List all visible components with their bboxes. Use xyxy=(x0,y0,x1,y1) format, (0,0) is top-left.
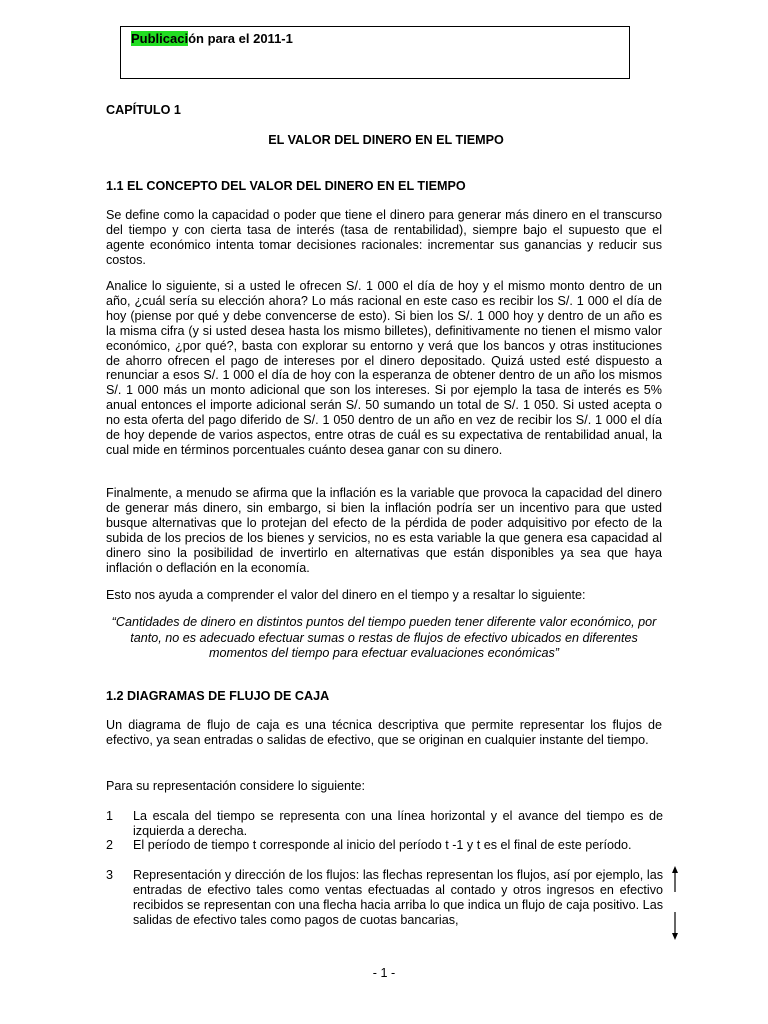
list-item-text: La escala del tiempo se representa con una línea horizontal y el avance del tiempo es de izquierda a derecha. xyxy=(133,809,663,838)
section-1-1-paragraph-1: Se define como la capacidad o poder que tiene el dinero para generar más dinero en el transcurso del tiempo y con cierta tasa de interés (tasa de rentabilidad), siempre bajo el supuesto que el agente económico intenta tomar decisiones racionales: incrementar sus ganancias y reducir sus costos. xyxy=(106,208,662,267)
publication-title-highlight: Publicaci xyxy=(131,31,189,46)
section-1-1-paragraph-4: Esto nos ayuda a comprender el valor del dinero en el tiempo y a resaltar lo siguiente: xyxy=(106,588,586,602)
publication-box xyxy=(120,26,630,79)
section-1-2-heading: 1.2 DIAGRAMAS DE FLUJO DE CAJA xyxy=(106,689,330,703)
page-number: - 1 - xyxy=(372,966,396,980)
chapter-label: CAPÍTULO 1 xyxy=(106,103,181,117)
section-1-1-paragraph-2: Analice lo siguiente, si a usted le ofrecen S/. 1 000 el día de hoy y el mismo monto dentro de un año, ¿cuál sería su elección ahora? Lo más racional en este caso es recibir los S/. 1 000 el día de hoy (piense por qué y debe convencerse de esto). Si bien los S/. 1 000 hoy y dentro de un año es la misma cifra (y si usted desea hasta los mismo billetes), definitivamente no tienen el mismo valor económico, ¿por qué?, basta con explorar su entorno y verá que los bancos y otras instituciones de ahorro ofrecen el pago de intereses por el dinero depositado. Quizá usted esté dispuesto a renunciar a esos S/. 1 000 el día de hoy con la esperanza de obtener dentro de un año los mismos S/. 1 000 más un monto adicional que son los intereses. Si por ejemplo la tasa de interés es 5% anual entonces el importe adicional serán S/. 50 sumando un total de S/. 1 050. Si usted acepta o no esta oferta del pago diferido de S/. 1 050 dentro de un año en vez de recibir los S/. 1 000 el día de hoy depende de varios aspectos, entre otras de cuál es su expectativa de rentabilidad anual, la cual mide en términos porcentuales cuánto desea ganar con su dinero. xyxy=(106,279,662,457)
section-1-1-paragraph-3: Finalmente, a menudo se afirma que la inflación es la variable que provoca la capacidad del dinero de generar más dinero, sin embargo, si bien la inflación podría ser un incentivo para que usted busque alternativas que lo protejan del efecto de la pérdida de poder adquisitivo por efecto de la subida de los precios de los bienes y servicios, no es esta variable la que genera esa capacidad al dinero sino la posibilidad de invertirlo en alternativas que están disponibles ya sea que haya inflación o deflación en la economía. xyxy=(106,486,662,575)
up-arrow-icon xyxy=(668,866,682,892)
highlight-quote: “Cantidades de dinero en distintos puntos del tiempo pueden tener diferente valor económico, por tanto, no es adecuado efectuar sumas o restas de flujos de efectivo ubicados en diferentes momentos del tiempo para efectuar evaluaciones económicas” xyxy=(111,615,657,660)
list-item-number: 1 xyxy=(106,809,114,823)
publication-title-rest: ón para el 2011-1 xyxy=(188,31,293,46)
section-1-1-heading: 1.1 EL CONCEPTO DEL VALOR DEL DINERO EN EL TIEMPO xyxy=(106,179,466,193)
down-arrow-icon xyxy=(668,912,682,940)
list-item-number: 2 xyxy=(106,838,114,852)
publication-title xyxy=(131,31,293,46)
list-item-text: Representación y dirección de los flujos: las flechas representan los flujos, así por ejemplo, las entradas de efectivo tales como ventas efectuadas al contado y otros ingresos en efectivo recibidos se representan con una flecha hacia arriba lo que indica un flujo de caja positivo. Las salidas de efectivo tales como pagos de cuotas bancarias, xyxy=(133,868,663,927)
chapter-title: EL VALOR DEL DINERO EN EL TIEMPO xyxy=(268,133,504,147)
section-1-2-paragraph-1: Un diagrama de flujo de caja es una técnica descriptiva que permite representar los flujos de efectivo, ya sean entradas o salidas de efectivo, que se originan en cualquier instante del tiempo. xyxy=(106,718,662,747)
list-item-number: 3 xyxy=(106,868,114,882)
list-item-text: El período de tiempo t corresponde al inicio del período t -1 y t es el final de este período. xyxy=(133,838,632,852)
section-1-2-paragraph-2: Para su representación considere lo siguiente: xyxy=(106,779,366,793)
